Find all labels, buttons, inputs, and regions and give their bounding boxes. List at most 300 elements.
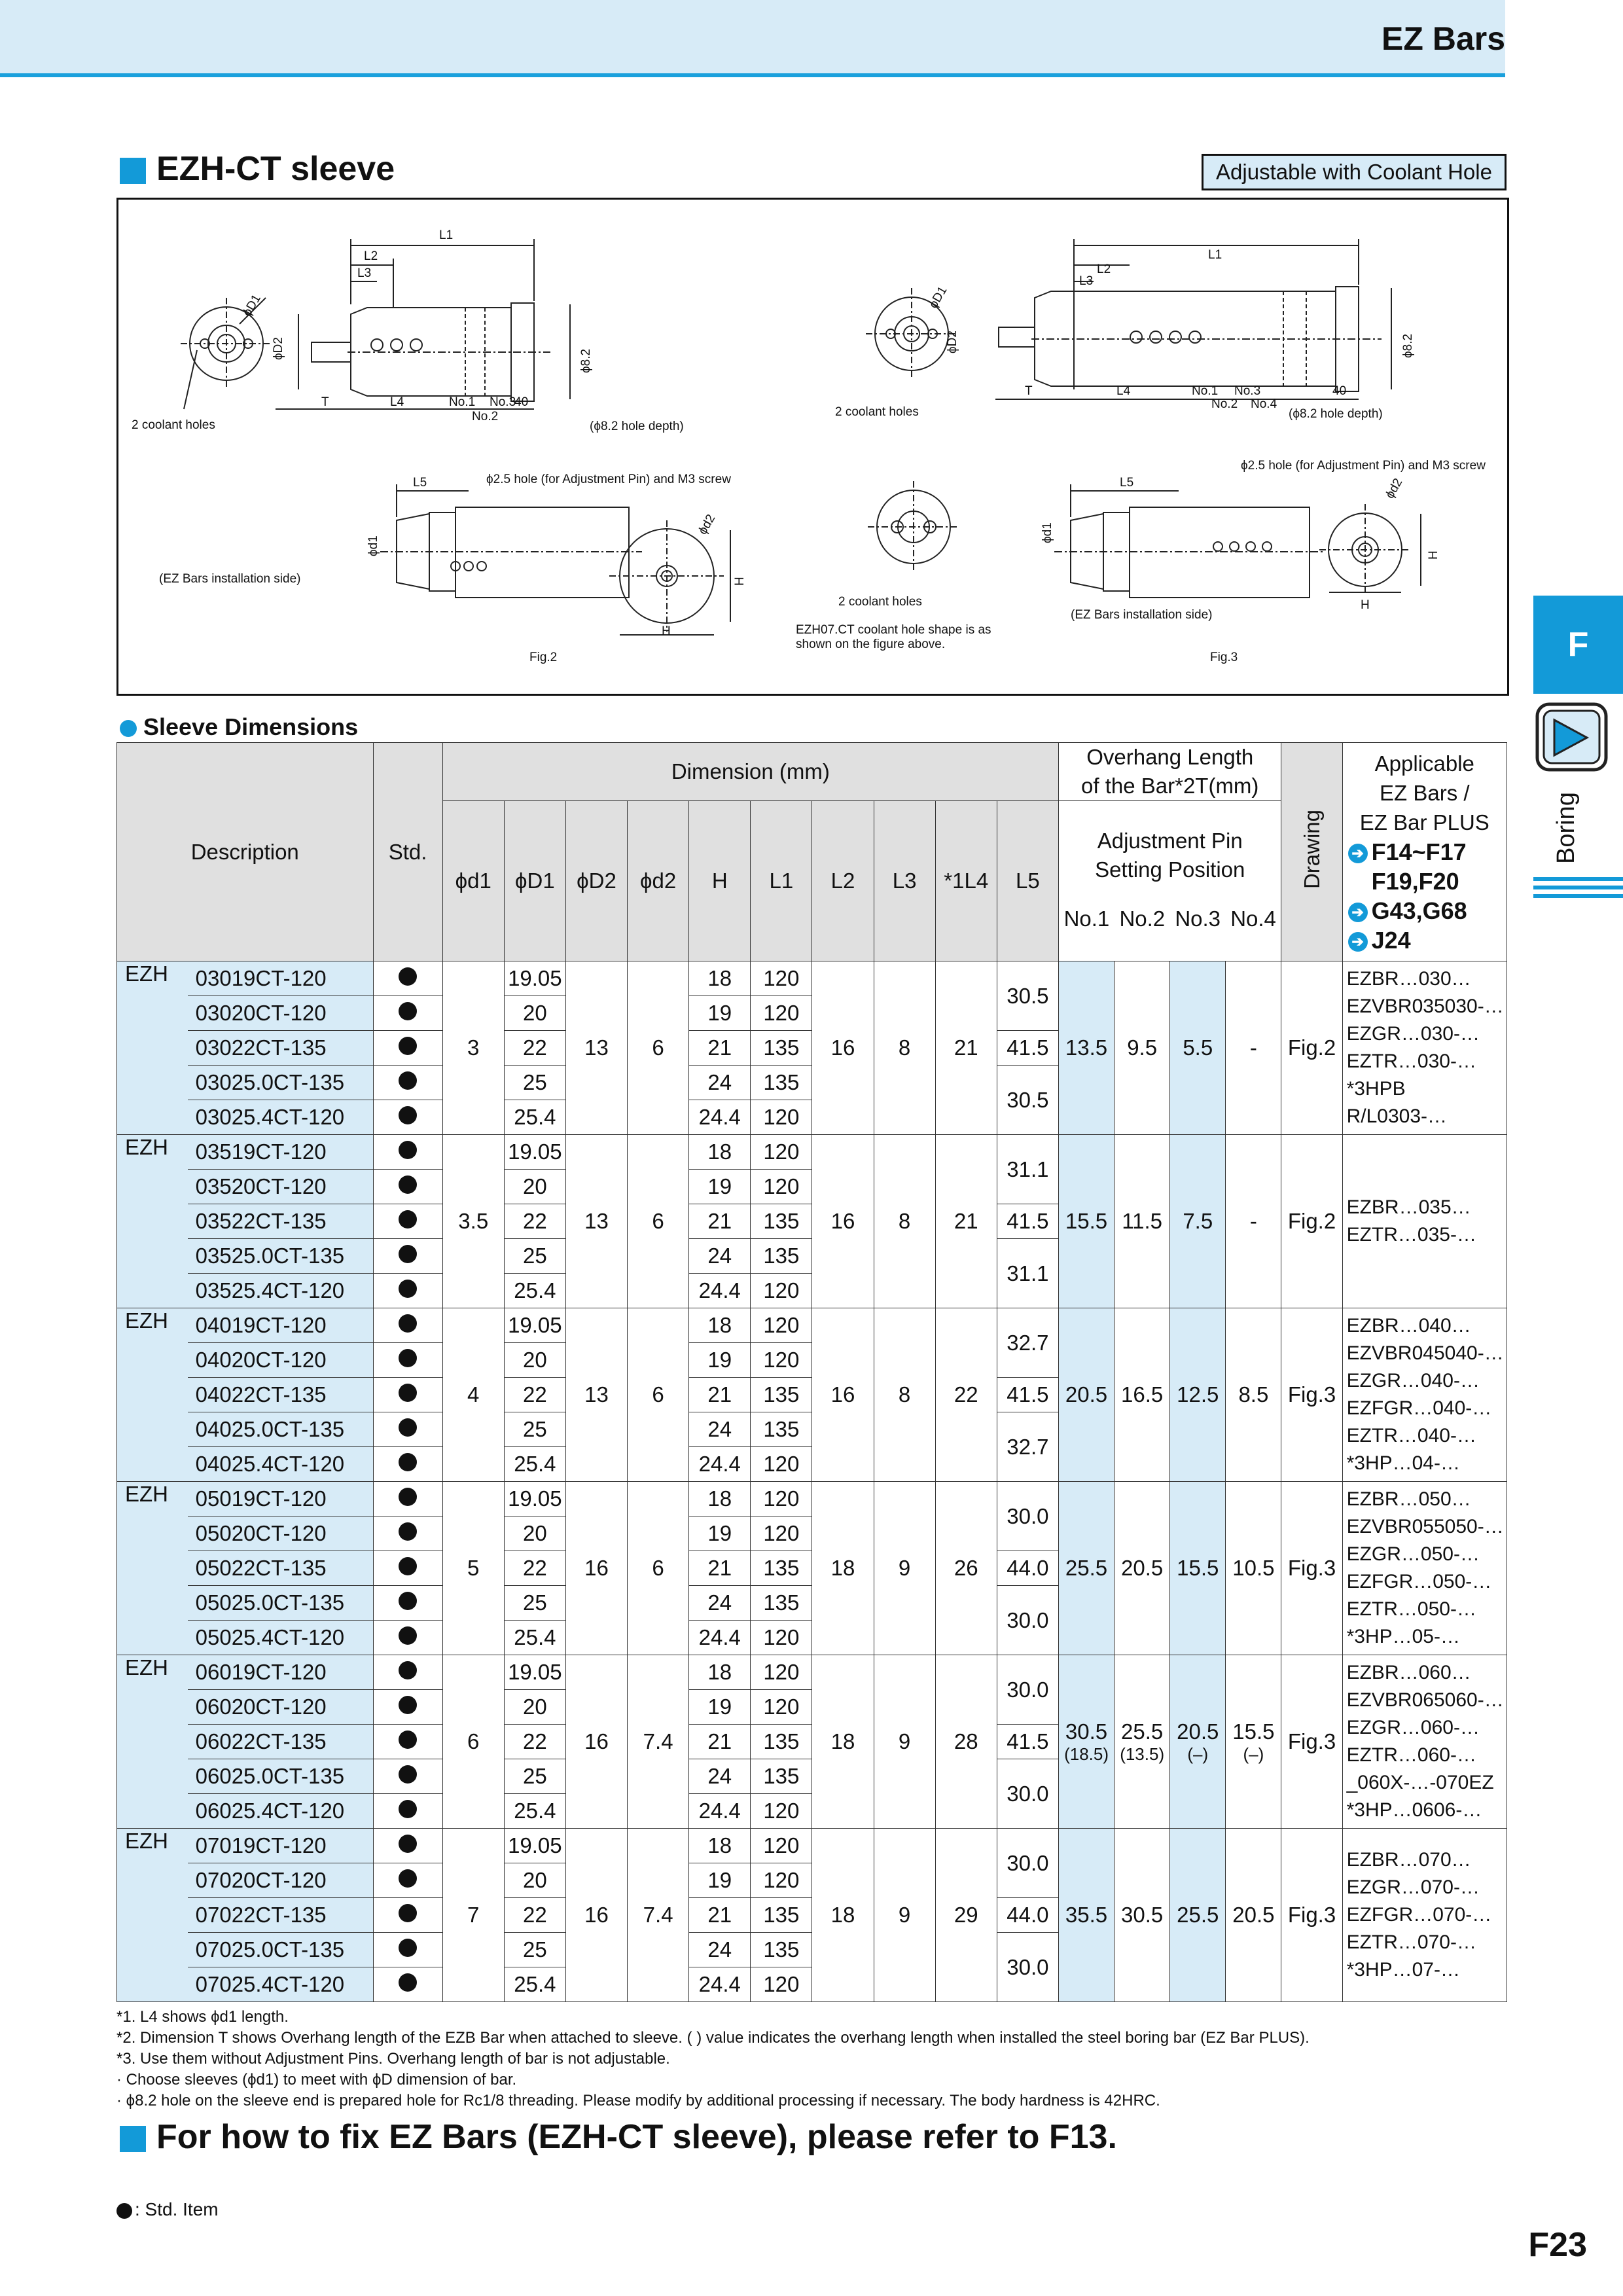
D1-cell: 25 [504,1239,565,1274]
applicable-item: EZBR…070… [1346,1849,1471,1871]
product-code: 03525.0CT-135 [188,1239,373,1274]
D1-cell: 25.4 [504,1447,565,1482]
std-cell [373,1135,442,1170]
L1-cell: 120 [751,996,812,1031]
subsection-title: Sleeve Dimensions [120,713,358,741]
H-cell: 24.4 [689,1967,751,2002]
D1-cell: 20 [504,996,565,1031]
applicable-item: *3HP…07-… [1346,1959,1460,1981]
std-dot-icon [399,1488,417,1506]
D1-cell: 19.05 [504,1135,565,1170]
chapter-rules [1533,877,1623,903]
svg-text:L4: L4 [390,395,404,409]
adjust-no1 [1058,1135,1114,1308]
L5-cell: 30.5 [997,1066,1058,1135]
applicable-item: EZGR…030-… [1346,1023,1480,1045]
std-cell [373,1516,442,1551]
svg-text:ϕ8.2: ϕ8.2 [1401,333,1415,358]
fig2-end-view [609,520,730,635]
fig3-end-view [1319,504,1421,596]
svg-text:ϕ8.2: ϕ8.2 [579,348,593,373]
std-dot-icon [399,1002,417,1020]
svg-text:H: H [662,624,671,638]
d1-cell: 3 [442,961,504,1135]
L4-cell: 21 [935,1135,997,1308]
drawing-cell: Fig.2 [1281,961,1342,1135]
L5-cell: 41.5 [997,1031,1058,1066]
adjust-no4 [1226,1308,1281,1482]
adjust-value: 16.5 [1121,1382,1164,1407]
col-D2: ϕD2 [565,801,627,961]
svg-text:2 coolant holes: 2 coolant holes [838,595,922,609]
adjust-no3 [1170,1308,1226,1482]
std-dot-icon [399,1522,417,1541]
L3-cell: 8 [874,1308,935,1482]
D1-cell: 25.4 [504,1794,565,1829]
D2-cell: 13 [565,1135,627,1308]
col-L2: L2 [812,801,874,961]
L1-cell: 135 [751,1586,812,1621]
L5-cell: 30.0 [997,1933,1058,2002]
applicable-item: EZTR…040-… [1346,1425,1476,1446]
L1-cell: 135 [751,1551,812,1586]
adjust-no1 [1058,1655,1114,1829]
product-code: 03022CT-135 [188,1031,373,1066]
svg-text:No.4: No.4 [1251,397,1277,411]
d1-cell: 6 [442,1655,504,1829]
drawing-cell: Fig.3 [1281,1482,1342,1655]
adjust-no3 [1170,1829,1226,2002]
col-drawing: Drawing [1281,743,1342,961]
col-d2: ϕd2 [628,801,689,961]
std-cell [373,1170,442,1204]
product-code: 03520CT-120 [188,1170,373,1204]
H-cell: 24 [689,1586,751,1621]
std-dot-icon [399,1106,417,1124]
svg-text:40: 40 [1332,384,1347,398]
std-cell [373,1586,442,1621]
svg-text:No.3: No.3 [490,395,516,409]
std-dot-icon [399,1384,417,1402]
adjust-no2 [1115,1135,1170,1308]
L1-cell: 135 [751,1204,812,1239]
std-cell [373,1725,442,1759]
adjust-value: 20.5 [1065,1382,1108,1407]
svg-text:(ϕ8.2 hole depth): (ϕ8.2 hole depth) [1289,407,1383,421]
series-prefix: EZH [117,1829,188,2002]
D1-cell: 19.05 [504,1308,565,1343]
L1-cell: 135 [751,1412,812,1447]
fig2-side-view [380,484,642,598]
D1-cell: 19.05 [504,1482,565,1516]
adjust-no3 [1170,961,1226,1135]
svg-text:No.1: No.1 [1192,384,1219,398]
H-cell: 18 [689,1829,751,1863]
product-code: 05022CT-135 [188,1551,373,1586]
L5-cell: 41.5 [997,1204,1058,1239]
adjust-value: 30.5 [1121,1903,1164,1927]
table-body [117,961,1507,2002]
drawing-cell: Fig.3 [1281,1308,1342,1482]
L1-cell: 120 [751,1170,812,1204]
adjust-no1 [1058,961,1114,1135]
svg-text:H: H [733,577,747,586]
svg-text:H: H [1361,598,1370,612]
d2-cell: 6 [628,1482,689,1655]
L1-cell: 120 [751,1863,812,1898]
L2-cell: 18 [812,1829,874,2002]
applicable-bars [1342,1655,1507,1829]
adjust-value: 15.5 [1177,1556,1219,1580]
svg-text:shown on the figure above.: shown on the figure above. [796,637,946,651]
applicable-item: EZGR…070-… [1346,1876,1480,1898]
svg-text:L3: L3 [1079,274,1094,288]
std-cell [373,996,442,1031]
L3-cell: 9 [874,1829,935,2002]
product-code: 05019CT-120 [188,1482,373,1516]
fig1b-end-view [866,288,957,380]
svg-text:Fig.2: Fig.2 [529,651,558,664]
header-band [0,0,1505,77]
svg-text:ϕd2: ϕd2 [696,512,719,537]
H-cell: 24.4 [689,1621,751,1655]
L1-cell: 120 [751,1100,812,1135]
std-cell [373,1967,442,2002]
col-dimension: Dimension (mm) [442,743,1058,801]
H-cell: 24 [689,1759,751,1794]
product-code: 05020CT-120 [188,1516,373,1551]
std-cell [373,1794,442,1829]
applicable-item: EZTR…035-… [1346,1224,1476,1246]
std-dot-icon [399,1661,417,1679]
H-cell: 24 [689,1066,751,1100]
H-cell: 18 [689,1135,751,1170]
d2-cell: 7.4 [628,1655,689,1829]
std-cell [373,1621,442,1655]
applicable-item: EZVBR035030-… [1346,996,1504,1017]
D1-cell: 22 [504,1725,565,1759]
std-dot-icon [399,1349,417,1367]
adjust-value: 12.5 [1177,1382,1219,1407]
drawing-cell: Fig.2 [1281,1135,1342,1308]
H-cell: 21 [689,1204,751,1239]
reference-note: For how to fix EZ Bars (EZH-CT sleeve), please refer to F13. [120,2117,1117,2157]
D1-cell: 22 [504,1378,565,1412]
adjust-no4 [1226,1135,1281,1308]
L1-cell: 120 [751,1482,812,1516]
D1-cell: 22 [504,1898,565,1933]
svg-text:(EZ Bars installation side): (EZ Bars installation side) [1071,608,1213,622]
col-adjust-positions: Adjustment Pin Setting Position No.1 No.2 No.3 No.4 [1058,801,1281,961]
svg-text:L4: L4 [1116,384,1131,398]
std-dot-icon [399,1037,417,1055]
svg-text:No.1: No.1 [449,395,476,409]
std-dot-icon [399,1939,417,1957]
L5-cell: 30.0 [997,1655,1058,1725]
std-dot-icon [399,1835,417,1853]
adjust-no3 [1170,1482,1226,1655]
table-row [117,1482,1507,1516]
H-cell: 24.4 [689,1447,751,1482]
D2-cell: 16 [565,1655,627,1829]
adjust-value: 9.5 [1127,1035,1158,1060]
table-row [117,1655,1507,1690]
std-cell [373,1343,442,1378]
H-cell: 24.4 [689,1100,751,1135]
table-row [117,961,1507,996]
adjust-value: 20.5 [1121,1556,1164,1580]
D1-cell: 25 [504,1412,565,1447]
applicable-item: EZBR…030… [1346,968,1471,990]
std-cell [373,1655,442,1690]
product-code: 04020CT-120 [188,1343,373,1378]
D1-cell: 20 [504,1516,565,1551]
applicable-item: _060X-…-070EZ [1346,1772,1494,1793]
L1-cell: 135 [751,1933,812,1967]
L1-cell: 120 [751,1794,812,1829]
H-cell: 24 [689,1412,751,1447]
H-cell: 21 [689,1898,751,1933]
adjust-no3 [1170,1135,1226,1308]
adjust-value: 10.5 [1232,1556,1275,1580]
L4-cell: 26 [935,1482,997,1655]
product-code: 03519CT-120 [188,1135,373,1170]
std-cell [373,1274,442,1308]
L1-cell: 120 [751,1655,812,1690]
feature-badge: Adjustable with Coolant Hole [1202,154,1507,190]
H-cell: 24 [689,1239,751,1274]
applicable-item: EZVBR055050-… [1346,1516,1504,1537]
H-cell: 19 [689,1170,751,1204]
D1-cell: 20 [504,1343,565,1378]
std-cell [373,1378,442,1412]
d2-cell: 7.4 [628,1829,689,2002]
L5-cell: 41.5 [997,1725,1058,1759]
adjust-no2 [1115,1482,1170,1655]
H-cell: 18 [689,1482,751,1516]
arrow-right-icon: ➔ [1348,903,1368,922]
std-cell [373,1863,442,1898]
L2-cell: 18 [812,1655,874,1829]
applicable-item: EZTR…030-… [1346,1050,1476,1072]
fig1-side-view [276,239,570,409]
product-code: 07019CT-120 [188,1829,373,1863]
L5-cell: 44.0 [997,1551,1058,1586]
drawing-cell: Fig.3 [1281,1829,1342,2002]
product-code: 03025.4CT-120 [188,1100,373,1135]
L2-cell: 16 [812,961,874,1135]
legend: : Std. Item [116,2199,219,2220]
L5-cell: 30.0 [997,1586,1058,1655]
d2-cell: 6 [628,1135,689,1308]
adjust-no3 [1170,1655,1226,1829]
std-dot-icon [399,1800,417,1818]
std-dot-icon [399,1245,417,1263]
col-L5: L5 [997,801,1058,961]
adjust-value-plus: (13.5) [1120,1744,1165,1764]
col-L4: *1L4 [935,801,997,961]
D1-cell: 25 [504,1066,565,1100]
D1-cell: 20 [504,1863,565,1898]
L5-cell: 30.5 [997,961,1058,1031]
header-rule [0,73,1505,77]
H-cell: 19 [689,996,751,1031]
applicable-item: *3HP…04-… [1346,1452,1460,1474]
applicable-item: EZFGR…040-… [1346,1397,1492,1419]
std-dot-icon [399,1731,417,1749]
H-cell: 21 [689,1725,751,1759]
svg-text:EZH07.CT coolant hole shape is: EZH07.CT coolant hole shape is as [796,623,991,637]
std-dot-icon [399,1765,417,1784]
L1-cell: 120 [751,1343,812,1378]
svg-text:ϕD1: ϕD1 [926,284,950,311]
col-d1: ϕd1 [442,801,504,961]
std-cell [373,1482,442,1516]
arrow-right-icon: ➔ [1348,844,1368,863]
L2-cell: 16 [812,1308,874,1482]
adjust-no4 [1226,1482,1281,1655]
std-dot-icon [399,1696,417,1714]
L4-cell: 29 [935,1829,997,2002]
svg-text:ϕ2.5 hole (for Adjustment Pin): ϕ2.5 hole (for Adjustment Pin) and M3 screw [486,473,731,486]
applicable-item: EZVBR065060-… [1346,1689,1504,1711]
L1-cell: 120 [751,1516,812,1551]
table-row [117,1135,1507,1170]
H-cell: 19 [689,1343,751,1378]
std-cell [373,1308,442,1343]
svg-text:L2: L2 [364,249,378,263]
D2-cell: 13 [565,1308,627,1482]
L1-cell: 135 [751,1759,812,1794]
applicable-item: EZBR…060… [1346,1662,1471,1683]
adjust-no2 [1115,1829,1170,2002]
std-dot-icon [399,1418,417,1437]
svg-text:40: 40 [514,395,529,409]
H-cell: 18 [689,961,751,996]
applicable-item: EZTR…050-… [1346,1598,1476,1620]
H-cell: 19 [689,1516,751,1551]
D2-cell: 13 [565,961,627,1135]
L1-cell: 135 [751,1066,812,1100]
col-description: Description [117,743,374,961]
chapter-tab[interactable] [1533,596,1623,694]
std-dot-icon [399,1071,417,1090]
series-prefix: EZH [117,1482,188,1655]
L3-cell: 9 [874,1482,935,1655]
L4-cell: 28 [935,1655,997,1829]
H-cell: 24.4 [689,1794,751,1829]
L1-cell: 120 [751,1274,812,1308]
D1-cell: 19.05 [504,1829,565,1863]
svg-text:ϕ2.5 hole (for Adjustment Pin): ϕ2.5 hole (for Adjustment Pin) and M3 screw [1241,459,1486,473]
applicable-bars [1342,1135,1507,1308]
D1-cell: 22 [504,1204,565,1239]
product-code: 03019CT-120 [188,961,373,996]
D1-cell: 25 [504,1759,565,1794]
applicable-item: *3HP…0606-… [1346,1799,1482,1821]
adjust-value: 15.5 [1065,1209,1108,1233]
svg-text:2 coolant holes: 2 coolant holes [132,418,215,432]
std-dot-icon [399,1314,417,1333]
std-cell [373,1100,442,1135]
L1-cell: 135 [751,1898,812,1933]
std-dot-icon [399,1592,417,1610]
H-cell: 24 [689,1933,751,1967]
page-number: F23 [1528,2226,1587,2264]
std-cell [373,1412,442,1447]
L1-cell: 120 [751,1829,812,1863]
D1-cell: 25.4 [504,1100,565,1135]
product-code: 06020CT-120 [188,1690,373,1725]
applicable-bars [1342,1482,1507,1655]
applicable-item: EZBR…040… [1346,1315,1471,1336]
adjust-value: - [1249,1209,1257,1233]
fig3-side-view [1054,484,1323,598]
applicable-bars [1342,961,1507,1135]
D2-cell: 16 [565,1482,627,1655]
product-code: 06025.0CT-135 [188,1759,373,1794]
std-dot-icon [399,967,417,986]
L1-cell: 135 [751,1725,812,1759]
svg-text:ϕD2: ϕD2 [946,331,959,353]
adjust-no4 [1226,1655,1281,1829]
L5-cell: 30.0 [997,1829,1058,1898]
svg-text:L3: L3 [357,266,372,280]
D2-cell: 16 [565,1829,627,2002]
std-cell [373,1447,442,1482]
d1-cell: 5 [442,1482,504,1655]
L5-cell: 32.7 [997,1412,1058,1482]
H-cell: 21 [689,1031,751,1066]
drawing-cell: Fig.3 [1281,1655,1342,1829]
product-code: 07025.0CT-135 [188,1933,373,1967]
adjust-no4 [1226,961,1281,1135]
L3-cell: 8 [874,961,935,1135]
adjust-value: 25.5 [1177,1903,1219,1927]
adjust-no1 [1058,1482,1114,1655]
adjust-value-plus: (–) [1187,1744,1209,1764]
adjust-no2 [1115,1655,1170,1829]
applicable-item: EZFGR…050-… [1346,1571,1492,1592]
std-dot-icon [399,1210,417,1229]
std-dot-icon [399,1626,417,1645]
series-prefix: EZH [117,1308,188,1482]
svg-text:L2: L2 [1097,262,1111,276]
adjust-value: 35.5 [1065,1903,1108,1927]
L1-cell: 120 [751,1447,812,1482]
product-code: 07020CT-120 [188,1863,373,1898]
H-cell: 24.4 [689,1274,751,1308]
col-overhang: Overhang Length of the Bar*2T(mm) [1058,743,1281,801]
H-cell: 21 [689,1378,751,1412]
d1-cell: 7 [442,1829,504,2002]
L1-cell: 135 [751,1031,812,1066]
applicable-item: *3HP…05-… [1346,1626,1460,1647]
std-dot-icon [399,1557,417,1575]
applicable-bars [1342,1829,1507,2002]
L2-cell: 18 [812,1482,874,1655]
table-row [117,1308,1507,1343]
std-dot-icon [399,1869,417,1888]
L1-cell: 120 [751,1690,812,1725]
adjust-value: 20.5 [1232,1903,1275,1927]
adjust-value: - [1249,1035,1257,1060]
std-cell [373,1829,442,1863]
std-cell [373,1551,442,1586]
D1-cell: 25 [504,1933,565,1967]
square-bullet-icon [120,158,146,184]
svg-text:Fig.3: Fig.3 [1210,651,1238,664]
